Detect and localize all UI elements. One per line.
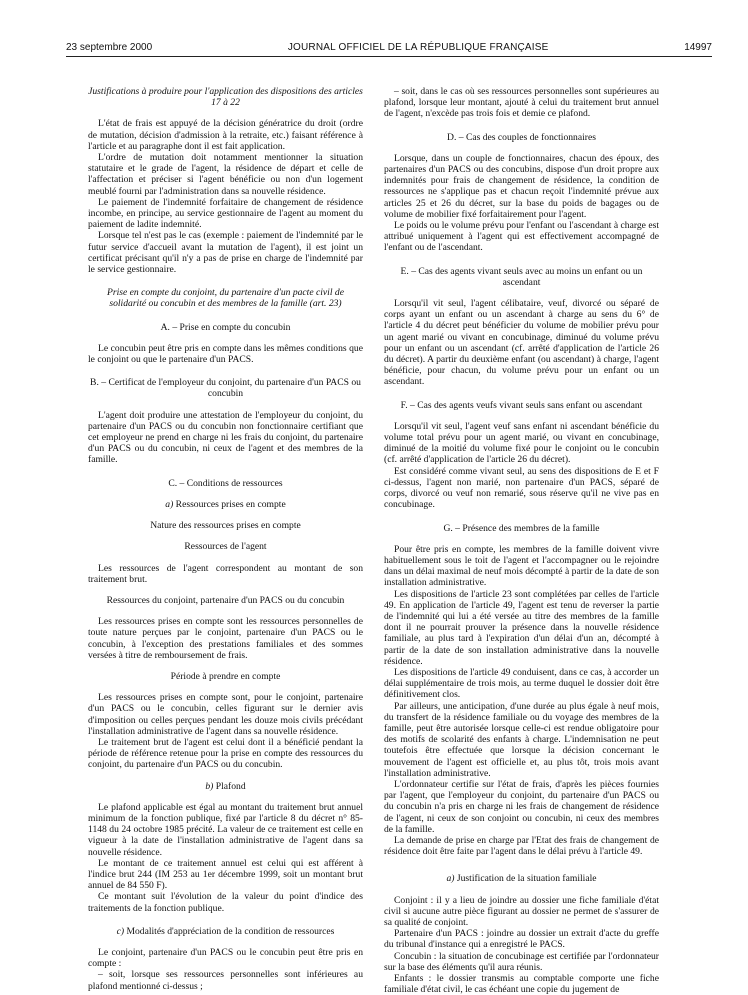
item-letter: a) (165, 498, 174, 510)
header-rule (66, 56, 712, 57)
paragraph: Concubin : la situation de concubinage est certifiée par l'ordonnateur sur la base des éléments qu'il aura réunis. (384, 950, 659, 973)
subheading-agents-seuls: E. – Cas des agents vivant seuls avec au moins un enfant ou un ascendant (400, 265, 643, 288)
paragraph: Les dispositions de l'article 49 conduisent, dans ce cas, à accorder un délai supplémentaire de trois mois, au terme duquel le dossier doit être définitivement clos. (384, 666, 659, 701)
right-column (384, 86, 659, 995)
subheading-nature: Nature des ressources prises en compte (150, 520, 301, 532)
paragraph: Est considéré comme vivant seul, au sens des dispositions de E et F ci-dessus, l'agent non marié, non partenaire d'un PACS, séparé de corps, divorcé ou veuf non remarié, sous réserve qu'il ne vive pas en concubinage. (384, 465, 659, 511)
paragraph: Le plafond applicable est égal au montant du traitement brut annuel minimum de la fonction publique, fixé par l'article 8 du décret n° 85-1148 du 24 octobre 1985 précité. La valeur de ce traitement est celle en vigueur à la date de l'installation administrative de l'agent dans sa nouvelle résidence. (88, 801, 363, 858)
page-header (66, 40, 712, 54)
subheading-certificat: B. – Certificat de l'employeur du conjoint, du partenaire d'un PACS ou concubin (90, 377, 361, 400)
paragraph: Lorsqu'il vit seul, l'agent veuf sans enfant ni ascendant bénéficie du volume total prévu pour un agent marié, ou vivant en concubinage, diminué de la moitié du volume fixé pour le conjoint ou le concubin (cf. arrêté d'application de l'article 26 du décret). (384, 420, 659, 466)
paragraph: Le traitement brut de l'agent est celui dont il a bénéficié pendant la période de référence retenue pour la prise en compte des ressources du conjoint, du partenaire d'un PACS ou du concubin. (88, 736, 363, 771)
paragraph: Ce montant suit l'évolution de la valeur du point d'indice des traitements de la fonction publique. (88, 891, 363, 914)
header-page-number: 14997 (684, 41, 712, 53)
left-column (88, 86, 363, 992)
paragraph: Le conjoint, partenaire d'un PACS ou le concubin peut être pris en compte : (88, 946, 363, 970)
paragraph: Partenaire d'un PACS : joindre au dossier un extrait d'acte du greffe du tribunal d'instance qui a enregistré le PACS. (384, 928, 659, 951)
paragraph: Les dispositions de l'article 23 sont complétées par celles de l'article 49. En application de l'article 49, l'agent est tenu de reverser la partie de l'indemnité qui lui a été versée au titre des membres de la famille dont il ne pourrait prouver la présence dans la nouvelle résidence familiale, au plus tard à l'expiration d'un délai d'un an, décompté à partir de la date de son installation administrative dans la nouvelle résidence. (384, 588, 659, 667)
paragraph: Lorsqu'il vit seul, l'agent célibataire, veuf, divorcé ou séparé de corps ayant un enfant ou un ascendant à charge au sens du 6° de l'article 4 du décret peut bénéficier du volume de mobilier prévu pour un agent marié ou vivant en concubinage, diminué du volume prévu pour un enfant ou un ascendant (cf. arrêté d'application de l'article 26 du décret). A partir du deuxième enfant (ou ascendant) à charge, l'agent bénéficie, pour chacun, du volume prévu pour un enfant ou un ascendant. (384, 298, 659, 388)
paragraph: Le poids ou le volume prévu pour l'enfant ou l'ascendant à charge est attribué uniquement à l'agent qui est effectivement accompagné de l'enfant ou de l'ascendant. (384, 220, 659, 254)
paragraph: Le concubin peut être pris en compte dans les mêmes conditions que le conjoint ou que le partenaire d'un PACS. (88, 342, 363, 366)
subheading-modalites: c) Modalités d'appréciation de la condition de ressources (116, 925, 335, 937)
paragraph: La demande de prise en charge par l'Etat des frais de changement de résidence doit être faite par l'agent dans le délai prévu à l'article 49. (384, 834, 659, 858)
subheading-concubin: A. – Prise en compte du concubin (160, 321, 291, 333)
subheading-presence-famille: G. – Présence des membres de la famille (443, 522, 600, 534)
header-journal-title: JOURNAL OFFICIEL DE LA RÉPUBLIQUE FRANÇAISE (287, 41, 549, 53)
paragraph: L'ordonnateur certifie sur l'état de frais, d'après les pièces fournies par l'agent, que l'employeur du conjoint, du partenaire d'un PACS ou du concubin n'a pris en charge ni les frais de changement de résidence de l'agent, ni ceux de son conjoint ou concubin, ni ceux des membres de la famille. (384, 778, 659, 835)
subheading-periode: Période à prendre en compte (170, 670, 281, 682)
subheading-plafond: b) Plafond (205, 780, 246, 792)
item-letter: a) (446, 873, 455, 885)
section-heading-conjoint: Prise en compte du conjoint, du partenaire d'un pacte civil de solidarité ou concubin et des membres de la famille (art. 23) (107, 287, 344, 310)
paragraph: L'état de frais est appuyé de la décision génératrice du droit (ordre de mutation, décision d'admission à la retraite, etc.) faisant référence à l'article et au paragraphe dont il est fait application. (88, 118, 363, 152)
subheading-ressources-prises: a) Ressources prises en compte (165, 498, 286, 510)
item-letter: b) (205, 780, 214, 792)
paragraph: Par ailleurs, une anticipation, d'une durée au plus égale à neuf mois, du transfert de la résidence familiale ou du voyage des membres de la famille, peut être autorisée lorsque celle-ci est rendue obligatoire pour des motifs de scolarité des enfants à charge. L'indemnisation ne peut toutefois être effectuée que lorsque la décision concernant le mouvement de l'agent est officielle et, au plus tôt, trois mois avant l'installation administrative. (384, 700, 659, 779)
paragraph: Le paiement de l'indemnité forfaitaire de changement de résidence incombe, en principe, au service gestionnaire de l'agent au moment du paiement de ladite indemnité. (88, 196, 363, 231)
paragraph: Lorsque, dans un couple de fonctionnaires, chacun des époux, des partenaires d'un PACS ou des concubins, dispose d'un droit propre aux indemnités pour frais de changement de résidence, la condition de ressources ne s'applique pas et chacun reçoit l'indemnité prévue aux articles 25 et 26 du décret, sur la base du poids de bagages ou de volume de mobilier fixé forfaitairement pour l'agent. (384, 152, 659, 220)
item-letter: c) (116, 925, 125, 937)
subheading-ressources-conjoint: Ressources du conjoint, partenaire d'un PACS ou du concubin (106, 594, 345, 606)
paragraph: Les ressources prises en compte sont les ressources personnelles de toute nature perçues par le conjoint, partenaire d'un PACS ou le concubin, à l'exception des prestations familiales et des sommes versées à titre de remboursement de frais. (88, 616, 363, 661)
paragraph: Le montant de ce traitement annuel est celui qui est afférent à l'indice brut 244 (IM 253 au 1er décembre 1999, soit un montant brut annuel de 84 550 F). (88, 857, 363, 892)
subheading-agents-veufs: F. – Cas des agents veufs vivant seuls sans enfant ou ascendant (400, 399, 643, 411)
subheading-ressources-agent: Ressources de l'agent (184, 541, 267, 553)
paragraph: Lorsque tel n'est pas le cas (exemple : paiement de l'indemnité par le futur service d'accueil avant la mutation de l'agent), il est joint un certificat précisant qu'il n'y a pas de prise en charge de l'indemnité par le service gestionnaire. (88, 230, 363, 276)
paragraph: Enfants : le dossier transmis au comptable comporte une fiche familiale d'état civil, le cas échéant une copie du jugement de (384, 973, 659, 995)
subheading-justification-famille: a) Justification de la situation familiale (446, 873, 597, 885)
paragraph: Pour être pris en compte, les membres de la famille doivent vivre habituellement sous le toit de l'agent et l'accompagner ou le rejoindre dans un délai maximal de neuf mois décompté à partir de la date de son installation administrative. (384, 543, 659, 589)
subheading-couples: D. – Cas des couples de fonctionnaires (447, 131, 596, 143)
section-heading-justifications: Justifications à produire pour l'application des dispositions des articles 17 à 22 (88, 86, 363, 109)
subheading-conditions: C. – Conditions de ressources (168, 477, 283, 489)
paragraph: L'agent doit produire une attestation de l'employeur du conjoint, du partenaire d'un PACS ou du concubin non fonctionnaire certifiant que cet employeur ne prend en charge ni les frais du conjoint, du partenaire d'un PACS ou du concubin, ni ceux de l'agent et des membres de la famille. (88, 409, 363, 466)
paragraph: Conjoint : il y a lieu de joindre au dossier une fiche familiale d'état civil si aucune autre pièce figurant au dossier ne permet de s'assurer de sa qualité de conjoint. (384, 894, 659, 928)
header-date: 23 septembre 2000 (66, 41, 153, 53)
list-item: – soit, dans le cas où ses ressources personnelles sont supérieures au plafond, lorsque leur montant, ajouté à celui du traitement brut annuel de l'agent, n'excède pas trois fois et demie ce plafond. (384, 86, 659, 120)
list-item: – soit, lorsque ses ressources personnelles sont inférieures au plafond mentionné ci-dessus ; (88, 969, 363, 992)
paragraph: Les ressources de l'agent correspondent au montant de son traitement brut. (88, 562, 363, 585)
paragraph: Les ressources prises en compte sont, pour le conjoint, partenaire d'un PACS ou le concubin, celles figurant sur le dernier avis d'imposition ou celles perçues pendant les douze mois civils précédant l'installation administrative de l'agent dans sa nouvelle résidence. (88, 692, 363, 737)
paragraph: L'ordre de mutation doit notamment mentionner la situation statutaire et le grade de l'agent, la résidence de départ et celle de l'affectation et préciser si l'agent bénéficie ou non d'un logement meublé fourni par l'administration dans sa nouvelle résidence. (88, 152, 363, 197)
